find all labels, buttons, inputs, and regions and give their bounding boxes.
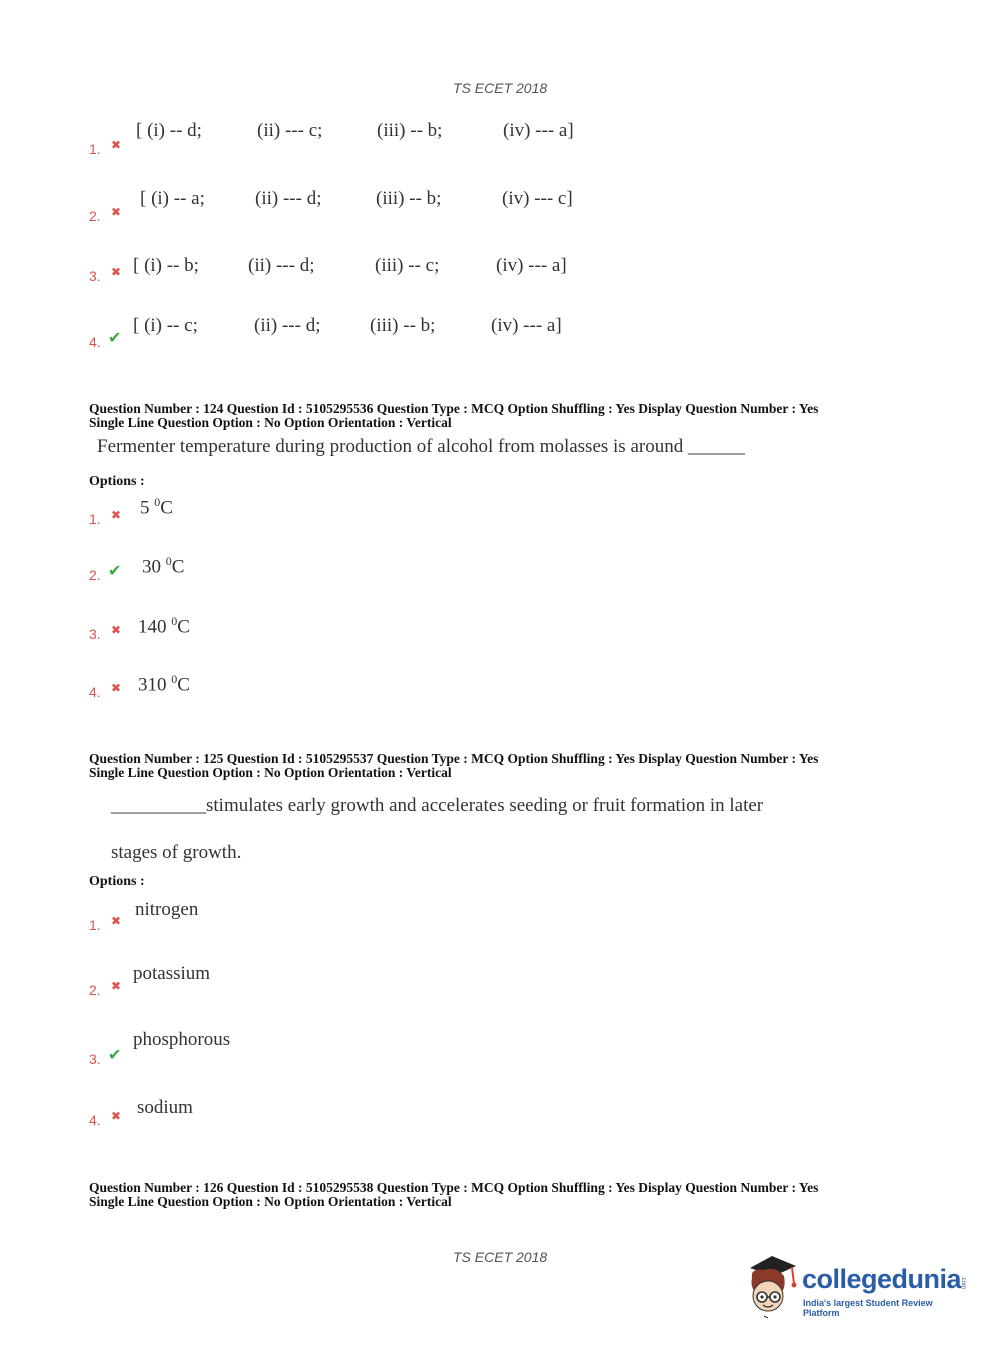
option-value xyxy=(138,614,190,638)
brand-tagline: India's largest Student Review Platform xyxy=(803,1298,933,1318)
match-cell: (iii) -- c; xyxy=(375,255,440,276)
page-footer: TS ECET 2018 xyxy=(453,1249,548,1265)
option-number: 2. xyxy=(89,982,101,998)
cross-icon: ✖ xyxy=(111,914,122,928)
option-number: 1. xyxy=(89,141,101,157)
match-cell: (ii) --- d; xyxy=(248,255,315,276)
temperature-value: 310 xyxy=(138,674,167,696)
match-cell: (iii) -- b; xyxy=(376,188,442,209)
option-value: nitrogen xyxy=(135,899,199,920)
cross-icon: ✖ xyxy=(111,681,122,695)
match-cell: (ii) --- d; xyxy=(255,188,322,209)
temperature-value: 140 xyxy=(138,616,167,638)
cross-icon: ✖ xyxy=(111,508,122,522)
degree-sup: 0 xyxy=(171,672,178,686)
cross-icon: ✖ xyxy=(111,1109,122,1123)
temperature-unit: C xyxy=(177,674,190,696)
cross-icon: ✖ xyxy=(111,265,122,279)
page-header: TS ECET 2018 xyxy=(453,80,548,96)
match-cell: [ (i) -- a; xyxy=(140,188,205,209)
temperature-value: 30 xyxy=(142,556,161,578)
match-cell: (ii) --- c; xyxy=(257,120,323,141)
match-cell: (ii) --- d; xyxy=(254,315,321,336)
option-value: potassium xyxy=(133,963,211,984)
degree-sup: 0 xyxy=(165,554,172,568)
option-number: 1. xyxy=(89,511,101,527)
degree-sup: 0 xyxy=(171,614,178,628)
cross-icon: ✖ xyxy=(111,979,122,993)
option-value: phosphorous xyxy=(133,1029,231,1050)
degree-sup: 0 xyxy=(154,495,161,509)
check-icon: ✔ xyxy=(108,1045,122,1064)
option-number: 3. xyxy=(89,1051,101,1067)
cross-icon: ✖ xyxy=(111,205,122,219)
temperature-unit: C xyxy=(177,616,190,638)
brand-suffix: .com xyxy=(960,1276,966,1290)
match-cell: (iv) --- c] xyxy=(502,188,573,209)
option-value xyxy=(142,554,184,578)
option-value: sodium xyxy=(137,1097,193,1118)
check-icon: ✔ xyxy=(108,561,122,580)
question-meta: Single Line Question Option : No Option Orientation : Vertical xyxy=(89,415,452,430)
option-number: 3. xyxy=(89,626,101,642)
match-cell: (iv) --- a] xyxy=(503,120,574,141)
match-cell: [ (i) -- b; xyxy=(133,255,199,276)
mascot-icon xyxy=(742,1250,800,1320)
match-cell: [ (i) -- d; xyxy=(136,120,202,141)
option-number: 4. xyxy=(89,1112,101,1128)
question-text: stages of growth. xyxy=(111,842,242,863)
option-number: 2. xyxy=(89,208,101,224)
check-icon: ✔ xyxy=(108,328,122,347)
option-value xyxy=(140,495,173,519)
match-cell: (iv) --- a] xyxy=(496,255,567,276)
option-number: 4. xyxy=(89,334,101,350)
options-label: Options : xyxy=(89,474,145,489)
temperature-unit: C xyxy=(171,556,185,578)
options-label: Options : xyxy=(89,874,145,889)
question-text: __________stimulates early growth and accelerates seeding or fruit formation in later xyxy=(111,795,764,816)
match-cell: (iii) -- b; xyxy=(377,120,443,141)
option-number: 1. xyxy=(89,917,101,933)
match-cell: (iii) -- b; xyxy=(370,315,436,336)
option-number: 3. xyxy=(89,268,101,284)
cross-icon: ✖ xyxy=(111,623,122,637)
match-cell: (iv) --- a] xyxy=(491,315,562,336)
cross-icon: ✖ xyxy=(111,138,122,152)
question-meta: Question Number : 124 Question Id : 5105295536 Question Type : MCQ Option Shuffling : Yes Display Question Number : Yes xyxy=(89,401,819,416)
question-meta: Question Number : 126 Question Id : 5105295538 Question Type : MCQ Option Shuffling : Yes Display Question Number : Yes xyxy=(89,1180,819,1195)
question-meta: Question Number : 125 Question Id : 5105295537 Question Type : MCQ Option Shuffling : Yes Display Question Number : Yes xyxy=(89,751,819,766)
temperature-value: 5 xyxy=(140,497,150,519)
question-meta: Single Line Question Option : No Option Orientation : Vertical xyxy=(89,765,452,780)
brand-logo[interactable] xyxy=(742,1250,970,1320)
option-number: 4. xyxy=(89,684,101,700)
option-value xyxy=(138,672,190,696)
option-number: 2. xyxy=(89,567,101,583)
brand-name: collegedunia xyxy=(802,1264,962,1294)
temperature-unit: C xyxy=(160,497,173,519)
match-cell: [ (i) -- c; xyxy=(133,315,198,336)
question-text: Fermenter temperature during production of alcohol from molasses is around ______ xyxy=(97,436,745,457)
question-meta: Single Line Question Option : No Option Orientation : Vertical xyxy=(89,1194,452,1209)
